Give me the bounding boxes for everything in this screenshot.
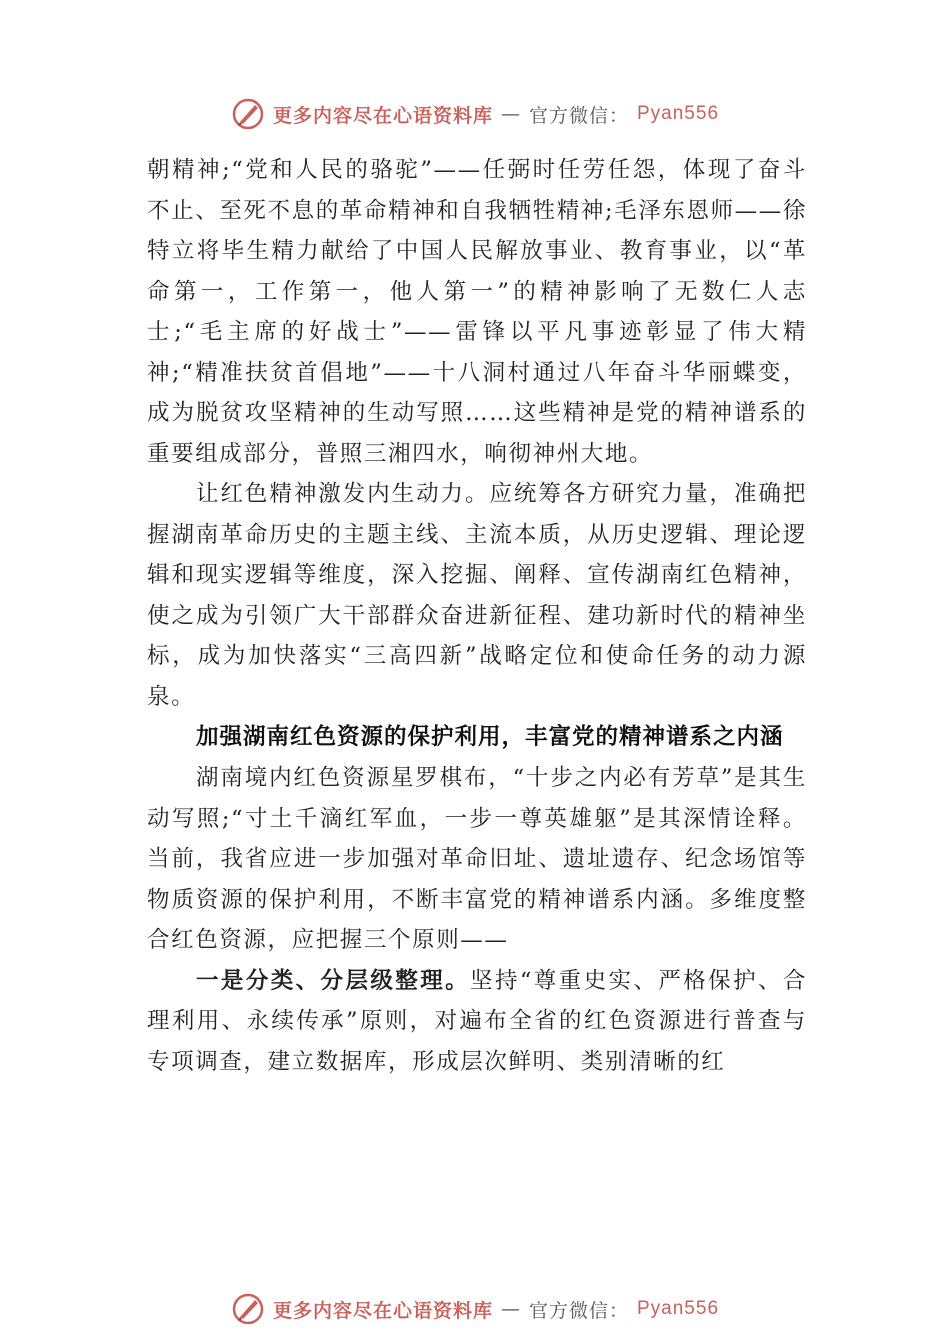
principle-one-text: 坚持“尊重史实、严格保护、合理利用、永续传承”原则，对遍布全省的红色资源进行普查与专项调查，建立数据库，形成层次鲜明、类别清晰的红 [147, 967, 807, 1075]
quill-pen-icon [231, 1292, 265, 1326]
watermark-official-label: 官方微信： [528, 104, 629, 127]
watermark-site-text: 更多内容尽在心语资料库 [272, 104, 493, 127]
paragraph-red-resources: 湖南境内红色资源星罗棋布，“十步之内必有芳草”是其生动写照;“寸土千滴红军血，一步一尊英雄躯”是其深情诠释。当前，我省应进一步加强对革命旧址、遗址遗存、纪念场馆等物质资源的保护利用，不断丰富党的精神谱系内涵。多维度整合红色资源，应把握三个原则—— [147, 765, 807, 953]
document-body [147, 150, 807, 1082]
watermark-official-label: 官方微信： [528, 1299, 629, 1322]
watermark-account: Pyan556 [637, 103, 720, 124]
watermark-separator: — [500, 1298, 521, 1320]
watermark-separator: — [500, 103, 521, 125]
paragraph-principle-one [147, 961, 807, 1083]
quill-pen-icon [231, 97, 265, 131]
footer-watermark [0, 1291, 950, 1327]
section-heading: 加强湖南红色资源的保护利用，丰富党的精神谱系之内涵 [196, 724, 784, 750]
watermark-account: Pyan556 [637, 1298, 720, 1319]
principle-one-lead: 一是分类、分层级整理。 [196, 967, 471, 994]
watermark-site-text: 更多内容尽在心语资料库 [272, 1299, 493, 1322]
paragraph-red-spirit-motivation: 让红色精神激发内生动力。应统筹各方研究力量，准确把握湖南革命历史的主题主线、主流本质，从历史逻辑、理论逻辑和现实逻辑等维度，深入挖掘、阐释、宣传湖南红色精神，使之成为引领广大干部群众奋进新征程、建功新时代的精神坐标，成为加快落实“三高四新”战略定位和使命任务的动力源泉。 [147, 481, 807, 710]
paragraph-spirit-list: 朝精神;“党和人民的骆驼”——任弼时任劳任怨，体现了奋斗不止、至死不息的革命精神和自我牺牲精神;毛泽东恩师——徐特立将毕生精力献给了中国人民解放事业、教育事业，以“革命第一，工作第一，他人第一”的精神影响了无数仁人志士;“毛主席的好战士”——雷锋以平凡事迹彰显了伟大精神;“精准扶贫首倡地”——十八洞村通过八年奋斗华丽蝶变，成为脱贫攻坚精神的生动写照……这些精神是党的精神谱系的重要组成部分，普照三湘四水，响彻神州大地。 [147, 157, 807, 467]
header-watermark [0, 96, 950, 132]
